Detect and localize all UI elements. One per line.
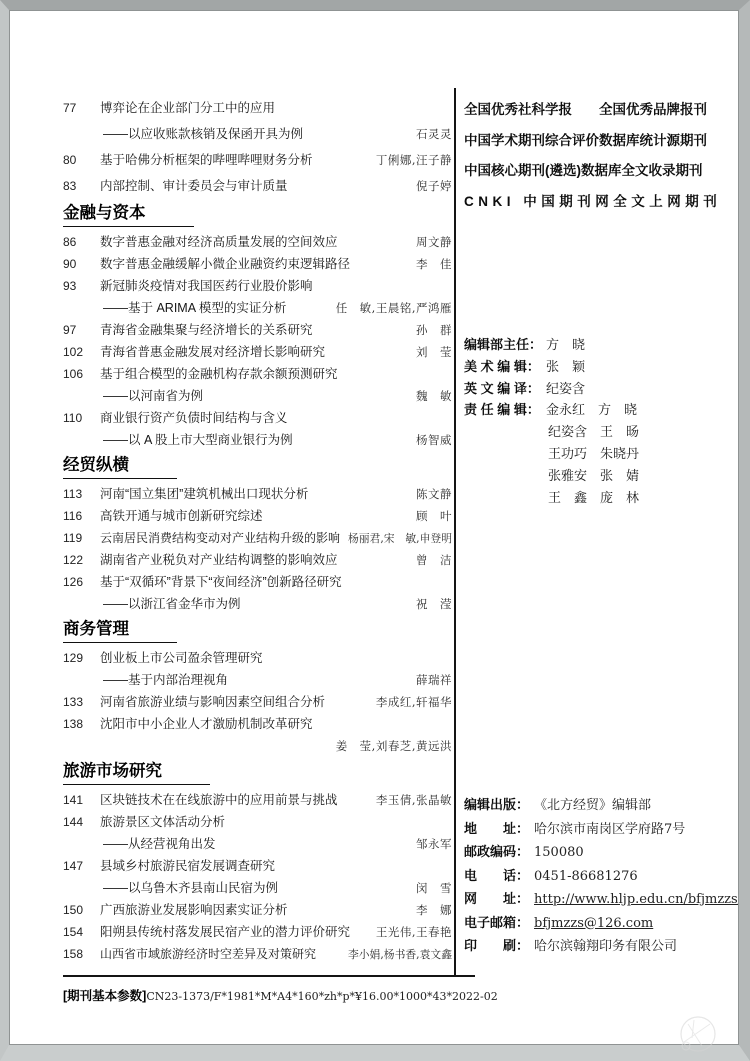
pub-row (464, 934, 746, 958)
toc-section-group (63, 647, 452, 757)
entry-title: 河南“国立集团”建筑机械出口现状分析 (100, 487, 309, 501)
honor-line: 中国学术期刊综合评价数据库统计源期刊 (464, 132, 707, 148)
entry-subtitle: ——从经营视角出发 (103, 837, 216, 851)
pub-label: 地 址： (464, 820, 530, 836)
entry-title: 沈阳市中小企业人才激励机制改革研究 (100, 717, 313, 731)
staff-row (464, 421, 740, 443)
toc-entry (63, 899, 452, 921)
entry-title: 数字普惠金融对经济高质量发展的空间效应 (100, 235, 338, 249)
section-heading: 旅游市场研究 (63, 761, 210, 785)
page-number: 141 (63, 793, 84, 807)
staff-label: 美 术 编 辑： (464, 358, 540, 374)
journal-parameters (63, 986, 543, 1005)
toc-entry (63, 789, 452, 811)
toc-entry-subline (63, 877, 452, 899)
entry-authors: 周文静 (416, 235, 452, 249)
footer-rule (63, 975, 475, 977)
page-number: 97 (63, 323, 77, 337)
page-number: 116 (63, 509, 83, 523)
entry-authors: 曾 洁 (416, 553, 452, 567)
pub-row (464, 887, 746, 911)
staff-label: 编辑部主任： (464, 337, 543, 352)
page-number: 86 (63, 235, 77, 249)
entry-authors: 顾 叶 (416, 509, 452, 523)
page-number: 93 (63, 279, 77, 293)
pub-link: bfjmzzs@126.com (534, 915, 654, 931)
page-number: 110 (63, 411, 83, 425)
toc-entry (63, 253, 452, 275)
publication-info (464, 793, 746, 958)
honor-line: 全国优秀社科学报 全国优秀品牌报刊 (464, 102, 707, 117)
staff-row (464, 487, 740, 509)
page-number: 90 (63, 257, 77, 271)
toc-entry (63, 231, 452, 253)
entry-title: 数字普惠金融缓解小微企业融资约束逻辑路径 (100, 257, 351, 271)
toc-entry-subline (63, 833, 452, 855)
page-number: 129 (63, 651, 84, 665)
section-heading: 金融与资本 (63, 203, 194, 227)
entry-title: 内部控制、审计委员会与审计质量 (100, 179, 288, 193)
entry-subtitle: ——以应收账款核销及保函开具为例 (103, 127, 304, 141)
entry-title: 新冠肺炎疫情对我国医药行业股价影响 (100, 279, 313, 293)
entry-authors: 李成红,轩福华 (375, 695, 452, 709)
toc-section-group (63, 483, 452, 615)
entry-authors: 杨智威 (416, 433, 452, 447)
toc-entry (63, 341, 452, 363)
entry-title: 广西旅游业发展影响因素实证分析 (100, 903, 288, 917)
entry-title: 创业板上市公司盈余管理研究 (100, 651, 263, 665)
toc-entry-subline (63, 121, 452, 147)
page-number: 138 (63, 717, 84, 731)
toc-entry (63, 407, 452, 429)
toc-entry-subline (63, 429, 452, 451)
pub-value: 哈尔滨翰翔印务有限公司 (534, 939, 678, 954)
staff-row (464, 399, 740, 421)
page-number: 158 (63, 947, 84, 961)
entry-title: 河南省旅游业绩与影响因素空间组合分析 (100, 695, 326, 709)
page-number: 102 (63, 345, 84, 359)
toc-entry (63, 855, 452, 877)
page-number: 133 (63, 695, 84, 709)
entry-subtitle: ——以河南省为例 (103, 389, 204, 403)
entry-subtitle: ——以 A 股上市大型商业银行为例 (103, 433, 293, 447)
toc-entry (63, 319, 452, 341)
toc-entry (63, 921, 452, 943)
page-number: 80 (63, 153, 77, 167)
entry-authors: 李玉倩,张晶敏 (375, 793, 452, 807)
journal-parameters-label: [期刊基本参数] (63, 989, 147, 1003)
entry-authors: 李 佳 (416, 257, 452, 271)
toc-entry (63, 943, 452, 965)
entry-subtitle: ——基于 ARIMA 模型的实证分析 (103, 301, 287, 315)
section-heading: 商务管理 (63, 619, 177, 643)
entry-authors: 闵 雪 (416, 881, 452, 895)
toc-entry-subline (63, 297, 452, 319)
entry-subtitle: ——基于内部治理视角 (103, 673, 229, 687)
staff-value: 张 颖 (546, 359, 586, 375)
pub-row (464, 840, 746, 864)
entry-subtitle: ——以浙江省金华市为例 (103, 597, 241, 611)
entry-authors: 李小娟,杨书香,袁文鑫 (347, 948, 452, 961)
staff-value: 张雅安 张 婧 (548, 468, 640, 484)
pub-value: 150080 (534, 845, 584, 860)
toc-entry-subline (63, 385, 452, 407)
staff-value: 金永红 方 晓 (546, 403, 638, 419)
toc-entry (63, 527, 452, 549)
entry-title: 区块链技术在在线旅游中的应用前景与挑战 (100, 793, 338, 807)
pub-label: 网 址： (464, 891, 530, 906)
entry-authors: 杨丽君,宋 敏,申登明 (347, 532, 452, 545)
page-number: 154 (63, 925, 84, 939)
toc-entry (63, 275, 452, 297)
staff-value: 王 鑫 庞 林 (548, 490, 640, 506)
entry-authors: 李 娜 (416, 903, 452, 917)
entry-title: 旅游景区文体活动分析 (100, 815, 226, 829)
page-number: 150 (63, 903, 84, 917)
toc-entry (63, 363, 452, 385)
page-number: 144 (63, 815, 84, 829)
staff-label: 英 文 编 译： (464, 380, 540, 396)
staff-row (464, 465, 740, 487)
pub-label: 邮政编码： (464, 844, 530, 859)
entry-title: 基于“双循环”背景下“夜间经济”创新路径研究 (100, 575, 342, 589)
toc-entry (63, 483, 452, 505)
page-number: 122 (63, 553, 84, 567)
entry-authors: 祝 滢 (416, 597, 452, 611)
watermark-seal-icon (672, 1012, 722, 1058)
pub-label: 电子邮箱： (464, 914, 530, 930)
toc-entry-subline (63, 593, 452, 615)
entry-authors: 任 敏,王晨铭,严鸿雁 (335, 301, 452, 315)
toc-entry-subline (63, 669, 452, 691)
toc-entry (63, 647, 452, 669)
honor-line: 中国核心期刊(遴选)数据库全文收录期刊 (464, 163, 703, 178)
pub-value: 哈尔滨市南岗区学府路7号 (534, 821, 686, 837)
staff-row (464, 378, 740, 400)
page-number: 126 (63, 575, 84, 589)
toc-section-group (63, 789, 452, 965)
entry-title: 县域乡村旅游民宿发展调查研究 (100, 859, 276, 873)
entry-authors: 孙 群 (416, 323, 452, 337)
staff-value: 纪姿含 王 旸 (548, 425, 640, 441)
entry-authors: 刘 莹 (416, 345, 452, 359)
toc-section-group (63, 231, 452, 451)
honor-line: CNKI 中国期刊网全文上网期刊 (464, 193, 722, 209)
staff-value: 王功巧 朱晓丹 (548, 446, 640, 462)
entry-title: 阳朔县传统村落发展民宿产业的潜力评价研究 (100, 925, 351, 939)
staff-row (464, 334, 740, 356)
page-number: 113 (63, 487, 83, 501)
pub-label: 印 刷： (464, 938, 530, 953)
page-number: 106 (63, 367, 84, 381)
column-divider (454, 88, 456, 977)
toc-entry (63, 505, 452, 527)
pub-label: 电 话： (464, 867, 530, 883)
entry-title: 云南居民消费结构变动对产业结构升级的影响 (100, 531, 341, 545)
journal-parameters-value: CN23-1373/F*1981*M*A4*160*zh*p*¥16.00*1000*43*2022-02 (146, 990, 498, 1003)
staff-value: 方 晓 (546, 338, 586, 353)
toc-entry (63, 173, 452, 199)
section-heading: 经贸纵横 (63, 455, 177, 479)
entry-title: 湖南省产业税负对产业结构调整的影响效应 (100, 553, 338, 567)
entry-title: 山西省市域旅游经济时空差异及对策研究 (100, 947, 317, 961)
pub-row (464, 911, 746, 935)
entry-title: 高铁开通与城市创新研究综述 (100, 509, 263, 523)
toc-entry (63, 713, 452, 735)
entry-authors: 王光伟,王春艳 (375, 925, 452, 939)
entry-authors: 倪子婷 (416, 179, 452, 193)
page-number: 77 (63, 101, 77, 115)
pub-row (464, 864, 746, 888)
pub-value: 0451-86681276 (534, 868, 638, 884)
pub-row (464, 793, 746, 817)
entry-title: 商业银行资产负债时间结构与含义 (100, 411, 288, 425)
toc-section-group (63, 95, 452, 199)
staff-row (464, 356, 740, 378)
entry-title: 基于哈佛分析框架的哔哩哔哩财务分析 (100, 153, 313, 167)
entry-authors: 石灵灵 (416, 127, 452, 141)
entry-authors: 陈文静 (416, 487, 452, 501)
entry-title: 青海省金融集聚与经济增长的关系研究 (100, 323, 313, 337)
entry-authors: 邹永军 (416, 837, 452, 851)
page-number: 147 (63, 859, 84, 873)
journal-honors (464, 95, 722, 217)
toc-entry (63, 147, 452, 173)
toc-entry (63, 691, 452, 713)
staff-row (464, 443, 740, 465)
page-number: 83 (63, 179, 77, 193)
editorial-staff (464, 334, 740, 508)
entry-authors: 姜 莹,刘春芝,黄远洪 (335, 739, 452, 753)
toc (63, 95, 452, 965)
pub-link: http://www.hljp.edu.cn/bfjmzzs/ (534, 892, 743, 907)
entry-authors: 丁俐娜,汪子静 (375, 153, 452, 167)
pub-row (464, 817, 746, 841)
entry-authors: 薛瑞祥 (416, 673, 452, 687)
toc-entry (63, 811, 452, 833)
toc-entry-authorline (63, 735, 452, 757)
toc-entry (63, 571, 452, 593)
pub-value: 《北方经贸》编辑部 (534, 798, 652, 813)
entry-authors: 魏 敏 (416, 389, 452, 403)
toc-entry (63, 549, 452, 571)
entry-title: 青海省普惠金融发展对经济增长影响研究 (100, 345, 326, 359)
entry-subtitle: ——以乌鲁木齐县南山民宿为例 (103, 881, 279, 895)
page-number: 119 (63, 531, 83, 545)
entry-title: 博弈论在企业部门分工中的应用 (100, 101, 276, 115)
toc-entry (63, 95, 452, 121)
staff-value: 纪姿含 (546, 381, 586, 397)
entry-title: 基于组合模型的金融机构存款余额预测研究 (100, 367, 338, 381)
staff-label: 责 任 编 辑： (464, 402, 540, 418)
pub-label: 编辑出版： (464, 797, 530, 812)
